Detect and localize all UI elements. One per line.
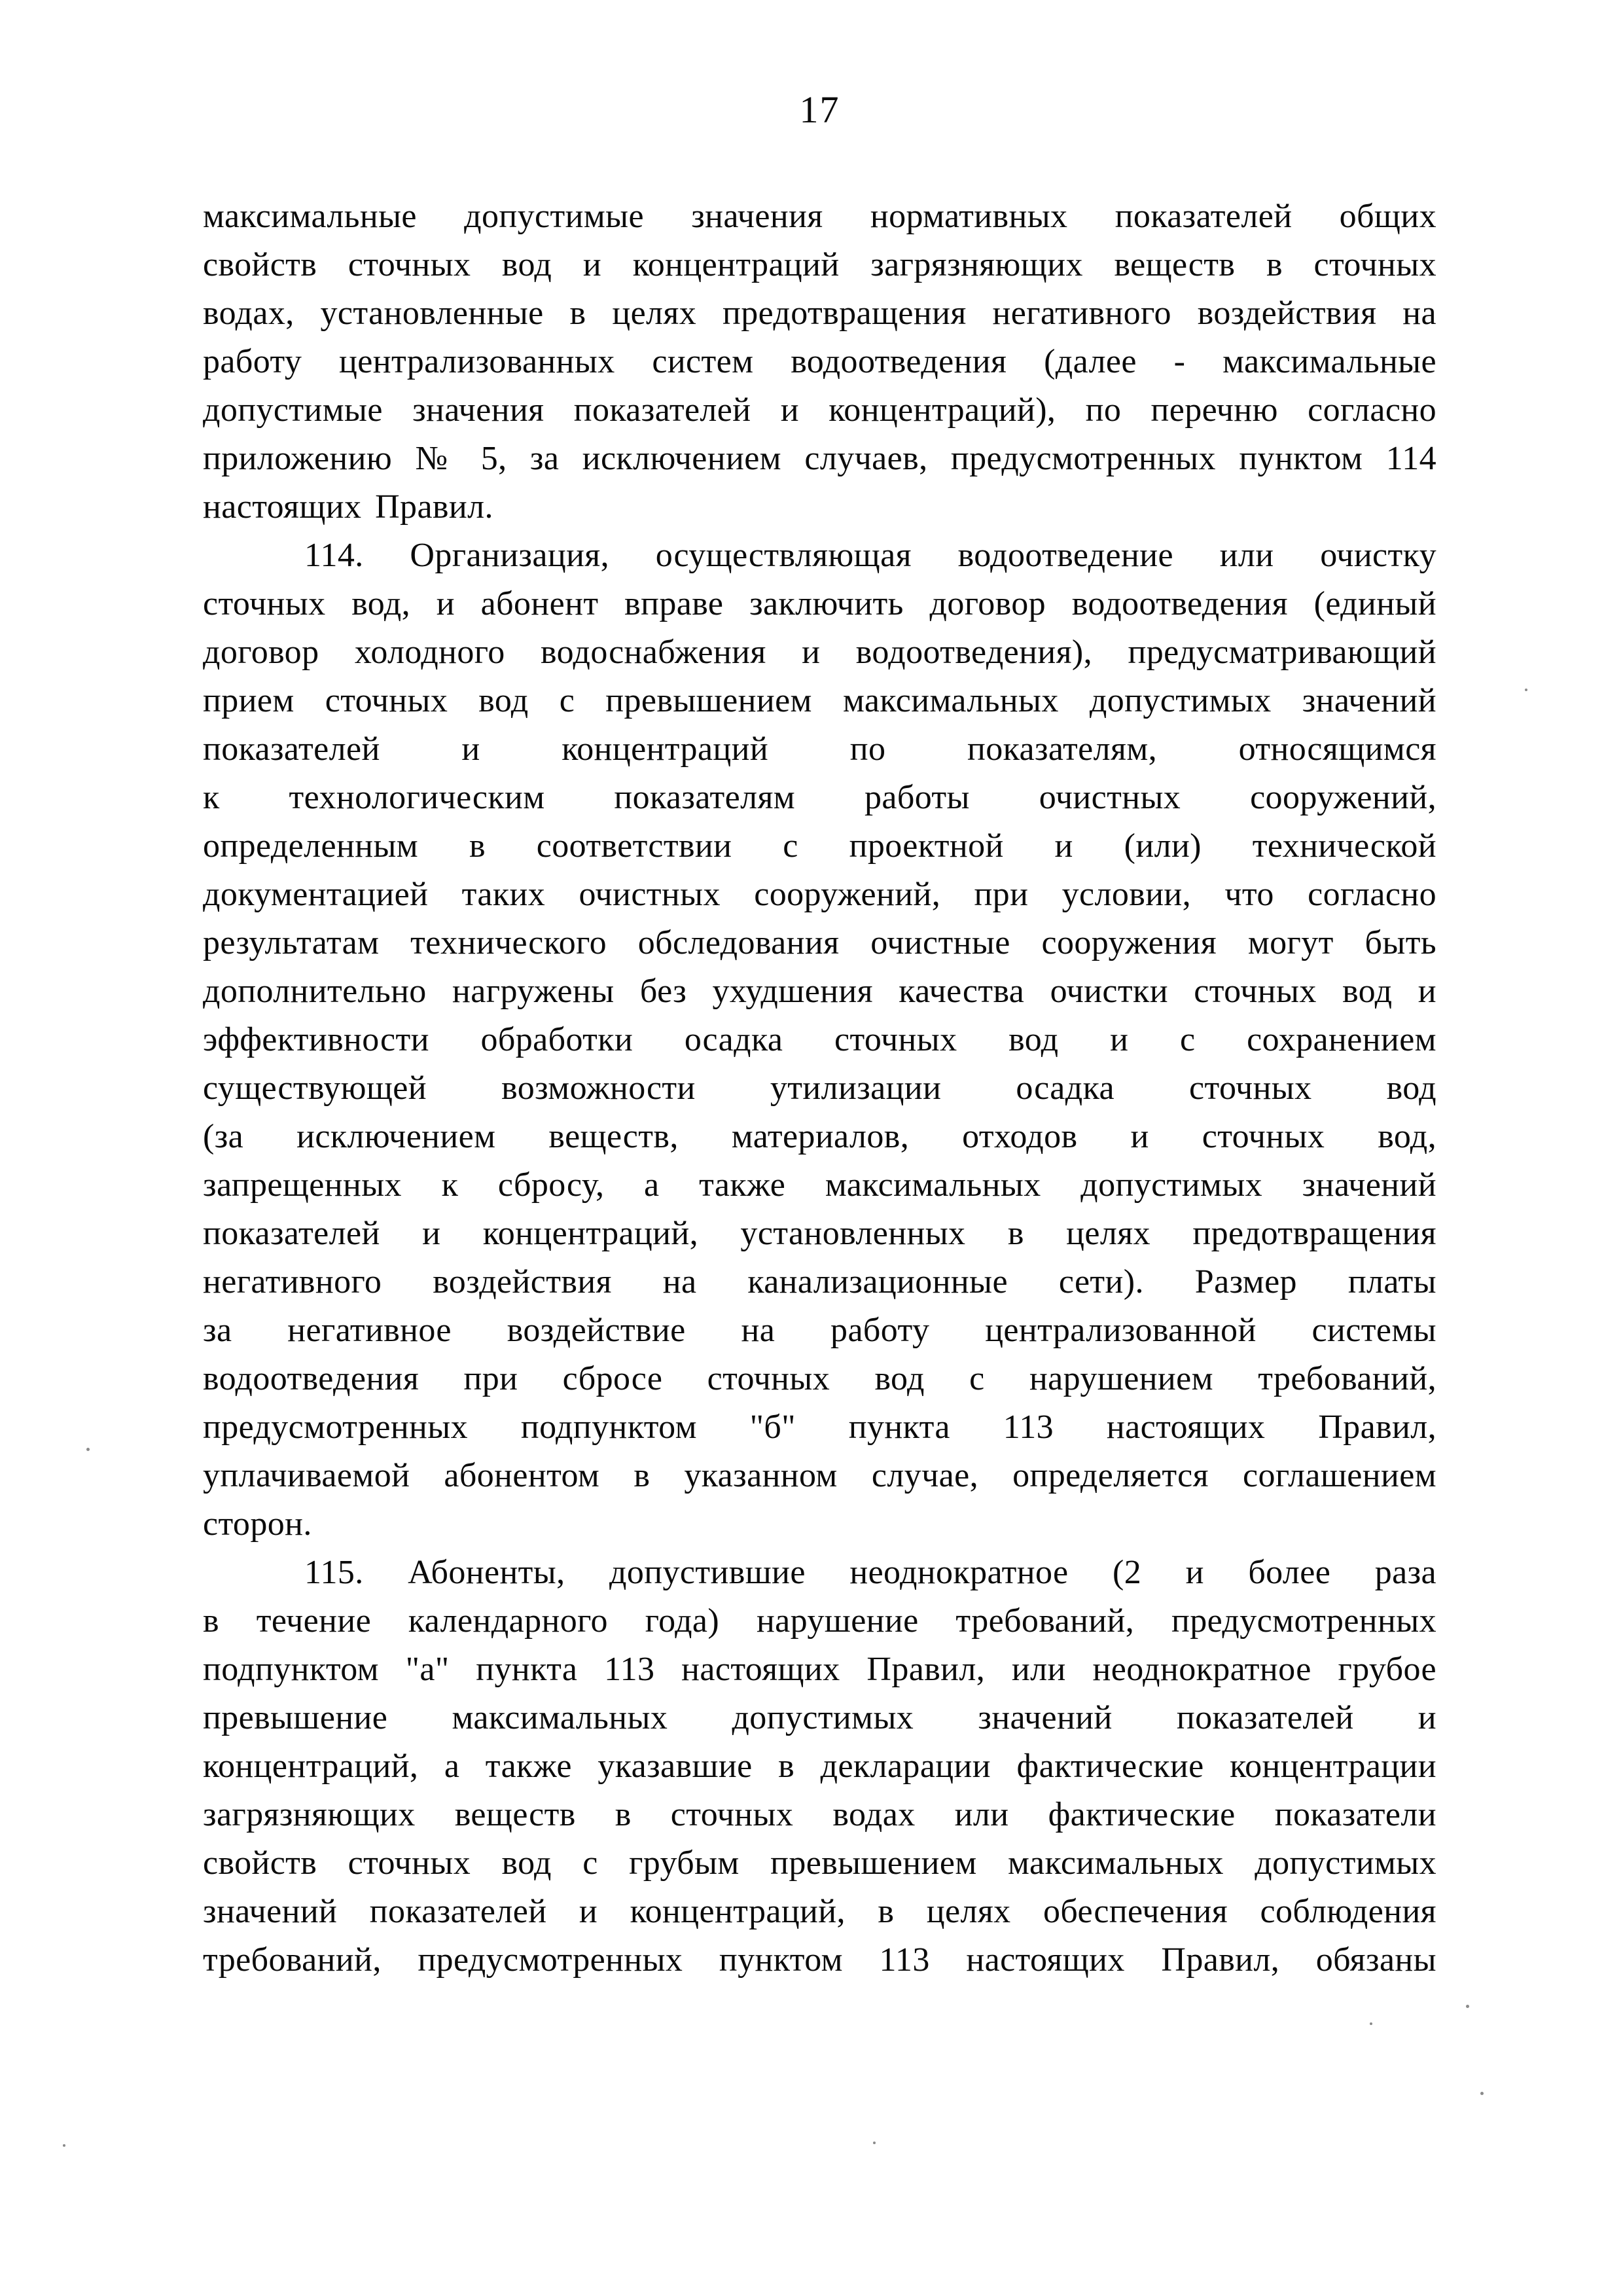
text-line: определенным в соответствии с проектной и (или) технической [203,827,1436,865]
text-line: подпунктом "а" пункта 113 настоящих Правил, или неоднократное грубое [203,1651,1436,1688]
text-line: концентраций, а также указавшие в декларации фактические концентрации [203,1748,1436,1785]
text-line: работу централизованных систем водоотведения (далее - максимальные [203,343,1436,380]
text-line: показателей и концентраций по показателям, относящимся [203,730,1436,768]
text-line: 115. Абоненты, допустившие неоднократное (2 и более раза [304,1554,1436,1591]
page-number: 17 [799,88,840,131]
text-line: загрязняющих веществ в сточных водах или фактические показатели [203,1796,1436,1833]
scan-speck [86,1448,90,1451]
text-line: уплачиваемой абонентом в указанном случае, определяется соглашением [203,1457,1436,1494]
text-line: требований, предусмотренных пунктом 113 настоящих Правил, обязаны [203,1941,1436,1979]
text-line: настоящих Правил. [203,488,493,526]
text-line: показателей и концентраций, установленных в целях предотвращения [203,1215,1436,1252]
text-line: приложению № 5, за исключением случаев, предусмотренных пунктом 114 [203,440,1436,477]
text-line: к технологическим показателям работы очистных сооружений, [203,779,1436,816]
text-line: прием сточных вод с превышением максимальных допустимых значений [203,682,1436,719]
scan-speck [1370,2022,1372,2025]
text-line: дополнительно нагружены без ухудшения качества очистки сточных вод и [203,973,1436,1010]
text-line: запрещенных к сбросу, а также максимальных допустимых значений [203,1166,1436,1204]
scan-speck [1466,2005,1469,2008]
text-line: сточных вод, и абонент вправе заключить договор водоотведения (единый [203,585,1436,622]
document-body [203,192,1436,1984]
scan-speck [1525,689,1527,691]
text-line: за негативное воздействие на работу централизованной системы [203,1312,1436,1349]
text-line: допустимые значения показателей и концентраций), по перечню согласно [203,391,1436,429]
para-113-continuation [203,192,1436,531]
para-114 [203,531,1436,1549]
text-line: сторон. [203,1505,312,1543]
scan-speck [873,2142,876,2144]
para-115 [203,1549,1436,1984]
text-line: документацией таких очистных сооружений, при условии, что согласно [203,876,1436,913]
scan-speck [63,2144,65,2147]
text-line: эффективности обработки осадка сточных вод и с сохранением [203,1021,1436,1058]
text-line: превышение максимальных допустимых значений показателей и [203,1699,1436,1736]
text-line: негативного воздействия на канализационные сети). Размер платы [203,1263,1436,1300]
text-line: свойств сточных вод с грубым превышением максимальных допустимых [203,1844,1436,1882]
text-line: предусмотренных подпунктом "б" пункта 113 настоящих Правил, [203,1408,1436,1446]
scan-speck [1480,2092,1484,2095]
text-line: (за исключением веществ, материалов, отходов и сточных вод, [203,1118,1436,1155]
text-line: 114. Организация, осуществляющая водоотведение или очистку [304,537,1436,574]
text-line: существующей возможности утилизации осадка сточных вод [203,1069,1436,1107]
text-line: договор холодного водоснабжения и водоотведения), предусматривающий [203,634,1436,671]
text-line: значений показателей и концентраций, в целях обеспечения соблюдения [203,1893,1436,1930]
text-line: свойств сточных вод и концентраций загрязняющих веществ в сточных [203,246,1436,283]
text-line: в течение календарного года) нарушение требований, предусмотренных [203,1602,1436,1640]
text-line: результатам технического обследования очистные сооружения могут быть [203,924,1436,961]
text-line: водоотведения при сбросе сточных вод с нарушением требований, [203,1360,1436,1397]
text-line: максимальные допустимые значения нормативных показателей общих [203,198,1436,235]
text-line: водах, установленные в целях предотвращения негативного воздействия на [203,295,1436,332]
